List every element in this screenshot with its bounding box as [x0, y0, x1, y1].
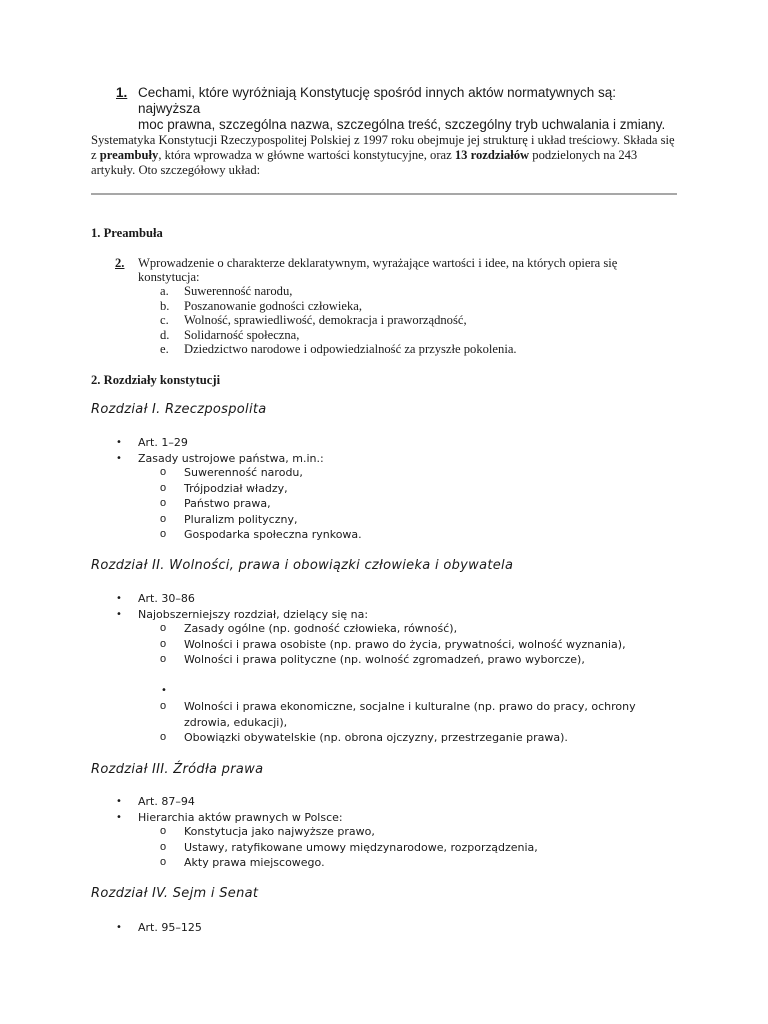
sub-item	[160, 527, 680, 543]
chapter-title-1: Rozdział I. Rzeczpospolita	[91, 402, 267, 417]
circle-marker: o	[160, 528, 167, 540]
sub-item-text: Wolności i prawa ekonomiczne, socjalne i kulturalne (np. prawo do pracy, ochrony zdrowia, edukacji),	[184, 700, 636, 729]
bullet-item	[116, 451, 324, 467]
chapter-3-subitems	[160, 824, 680, 871]
empty-bullet-marker: •	[161, 685, 167, 696]
sub-item-text: Suwerenność narodu,	[184, 466, 303, 479]
chapter-title-4: Rozdział IV. Sejm i Senat	[91, 886, 259, 901]
sub-item	[160, 465, 680, 481]
circle-marker: o	[160, 637, 167, 650]
sub-item-text: Wolności i prawa polityczne (np. wolność zgromadzeń, prawo wyborcze),	[184, 653, 585, 666]
horizontal-rule	[91, 193, 677, 195]
list-item-text: Suwerenność narodu,	[184, 284, 293, 298]
chapter-3-bullets	[116, 794, 343, 825]
circle-marker: o	[160, 653, 167, 665]
list-item	[160, 299, 517, 314]
circle-marker: o	[160, 731, 167, 743]
sub-item	[160, 699, 680, 730]
list-item-text: Poszanowanie godności człowieka,	[184, 298, 363, 313]
numbered-item-2	[115, 256, 675, 284]
sub-item	[160, 637, 680, 653]
item-text-line-2: moc prawna, szczególna nazwa, szczególna treść, szczególny tryb uchwalania i zmiany.	[138, 117, 666, 132]
sub-item-text: Akty prawa miejscowego.	[184, 856, 325, 869]
item-text: Wprowadzenie o charakterze deklaratywnym, wyrażające wartości i idee, na których opiera się konstytucja:	[138, 256, 618, 284]
circle-marker: o	[160, 481, 167, 494]
bullet-text: Zasady ustrojowe państwa, m.in.:	[138, 451, 324, 465]
sub-item-text: Obowiązki obywatelskie (np. obrona ojczyzny, przestrzeganie prawa).	[184, 731, 568, 744]
list-item	[160, 342, 517, 357]
list-item-text: Wolność, sprawiedliwość, demokracja i praworządność,	[184, 313, 467, 327]
list-item	[160, 328, 517, 343]
chapter-1-subitems	[160, 465, 680, 543]
sub-item	[160, 855, 680, 871]
bullet-marker: •	[116, 593, 122, 604]
sub-item	[160, 730, 680, 746]
list-item-text: Solidarność społeczna,	[184, 327, 300, 342]
intro-text-1: Systematyka Konstytucji Rzeczypospolitej Polskiej z 1997 roku obejmuje jej strukturę i układ treściowy. Składa się z	[91, 133, 675, 162]
chapter-1-bullets	[116, 435, 324, 466]
list-item-text: Dziedzictwo narodowe i odpowiedzialność za przyszłe pokolenia.	[184, 342, 517, 356]
intro-text-2: , która wprowadza w główne wartości konstytucyjne, oraz	[158, 148, 455, 162]
list-marker: c.	[160, 313, 169, 327]
sub-item-text: Zasady ogólne (np. godność człowieka, równość),	[184, 622, 458, 635]
chapter-2-subitems	[160, 621, 680, 668]
circle-marker: o	[160, 700, 167, 712]
bullet-item	[116, 920, 202, 936]
bullet-text: Art. 87–94	[138, 795, 195, 808]
intro-bold-preamble: preambuły	[99, 148, 159, 162]
bullet-marker: •	[116, 796, 122, 807]
bullet-text: Najobszerniejszy rozdział, dzielący się na:	[138, 607, 369, 621]
sub-item	[160, 824, 680, 840]
list-marker: e.	[160, 342, 169, 356]
list-marker: d.	[160, 327, 170, 342]
section-heading-preamble: 1. Preambuła	[91, 226, 163, 240]
intro-bold-chapters: 13 rozdziałów	[454, 148, 530, 162]
bullet-marker: •	[116, 452, 122, 464]
bullet-marker: •	[116, 437, 122, 448]
bullet-marker: •	[116, 608, 122, 620]
numbered-item-1	[116, 85, 676, 133]
circle-marker: o	[160, 512, 167, 525]
sub-item	[160, 652, 680, 668]
circle-marker: o	[160, 825, 167, 837]
sub-item	[160, 621, 680, 637]
sub-item	[160, 496, 680, 512]
item-number: 1.	[116, 85, 128, 100]
bullet-marker: •	[116, 811, 122, 823]
item-number: 2.	[115, 256, 125, 270]
sub-item-text: Konstytucja jako najwyższe prawo,	[184, 825, 375, 838]
list-marker: a.	[160, 284, 169, 298]
chapter-title-3: Rozdział III. Źródła prawa	[91, 762, 264, 777]
sub-item	[160, 481, 680, 497]
sub-item	[160, 840, 680, 856]
sub-item-text: Państwo prawa,	[184, 497, 271, 510]
chapter-2-subitems-continued	[160, 699, 680, 746]
list-item	[160, 284, 517, 299]
sub-item-text: Pluralizm polityczny,	[184, 512, 298, 526]
sub-item	[160, 512, 680, 528]
circle-marker: o	[160, 840, 167, 853]
list-item	[160, 313, 517, 328]
bullet-text: Art. 95–125	[138, 921, 202, 934]
intro-paragraph	[91, 133, 681, 178]
bullet-text: Hierarchia aktów prawnych w Polsce:	[138, 810, 343, 824]
chapter-2-bullets	[116, 591, 368, 622]
sub-item-text: Trójpodział władzy,	[184, 481, 288, 495]
bullet-item	[116, 607, 368, 623]
circle-marker: o	[160, 466, 167, 478]
circle-marker: o	[160, 856, 167, 868]
bullet-item	[116, 810, 343, 826]
section-heading-chapters: 2. Rozdziały konstytucji	[91, 373, 221, 387]
bullet-text: Art. 30–86	[138, 592, 195, 605]
intro-text-3: podzielonych na 243 artykuły. Oto szczegółowy układ:	[91, 148, 638, 177]
list-marker: b.	[160, 298, 170, 313]
chapter-4-bullets	[116, 920, 202, 936]
sub-item-text: Ustawy, ratyfikowane umowy międzynarodowe, rozporządzenia,	[184, 840, 538, 854]
circle-marker: o	[160, 497, 167, 509]
bullet-text: Art. 1–29	[138, 436, 188, 449]
bullet-item	[116, 794, 343, 810]
sub-item-text: Gospodarka społeczna rynkowa.	[184, 528, 362, 541]
bullet-marker: •	[116, 922, 122, 933]
sub-item-text: Wolności i prawa osobiste (np. prawo do życia, prywatności, wolność wyznania),	[184, 637, 626, 651]
circle-marker: o	[160, 622, 167, 634]
item-text-line-1: Cechami, które wyróżniają Konstytucję spośród innych aktów normatywnych są: najwyższa	[138, 85, 616, 116]
bullet-item	[116, 591, 368, 607]
bullet-item	[116, 435, 324, 451]
preamble-values-list	[160, 284, 517, 357]
chapter-title-2: Rozdział II. Wolności, prawa i obowiązki człowieka i obywatela	[91, 558, 514, 573]
